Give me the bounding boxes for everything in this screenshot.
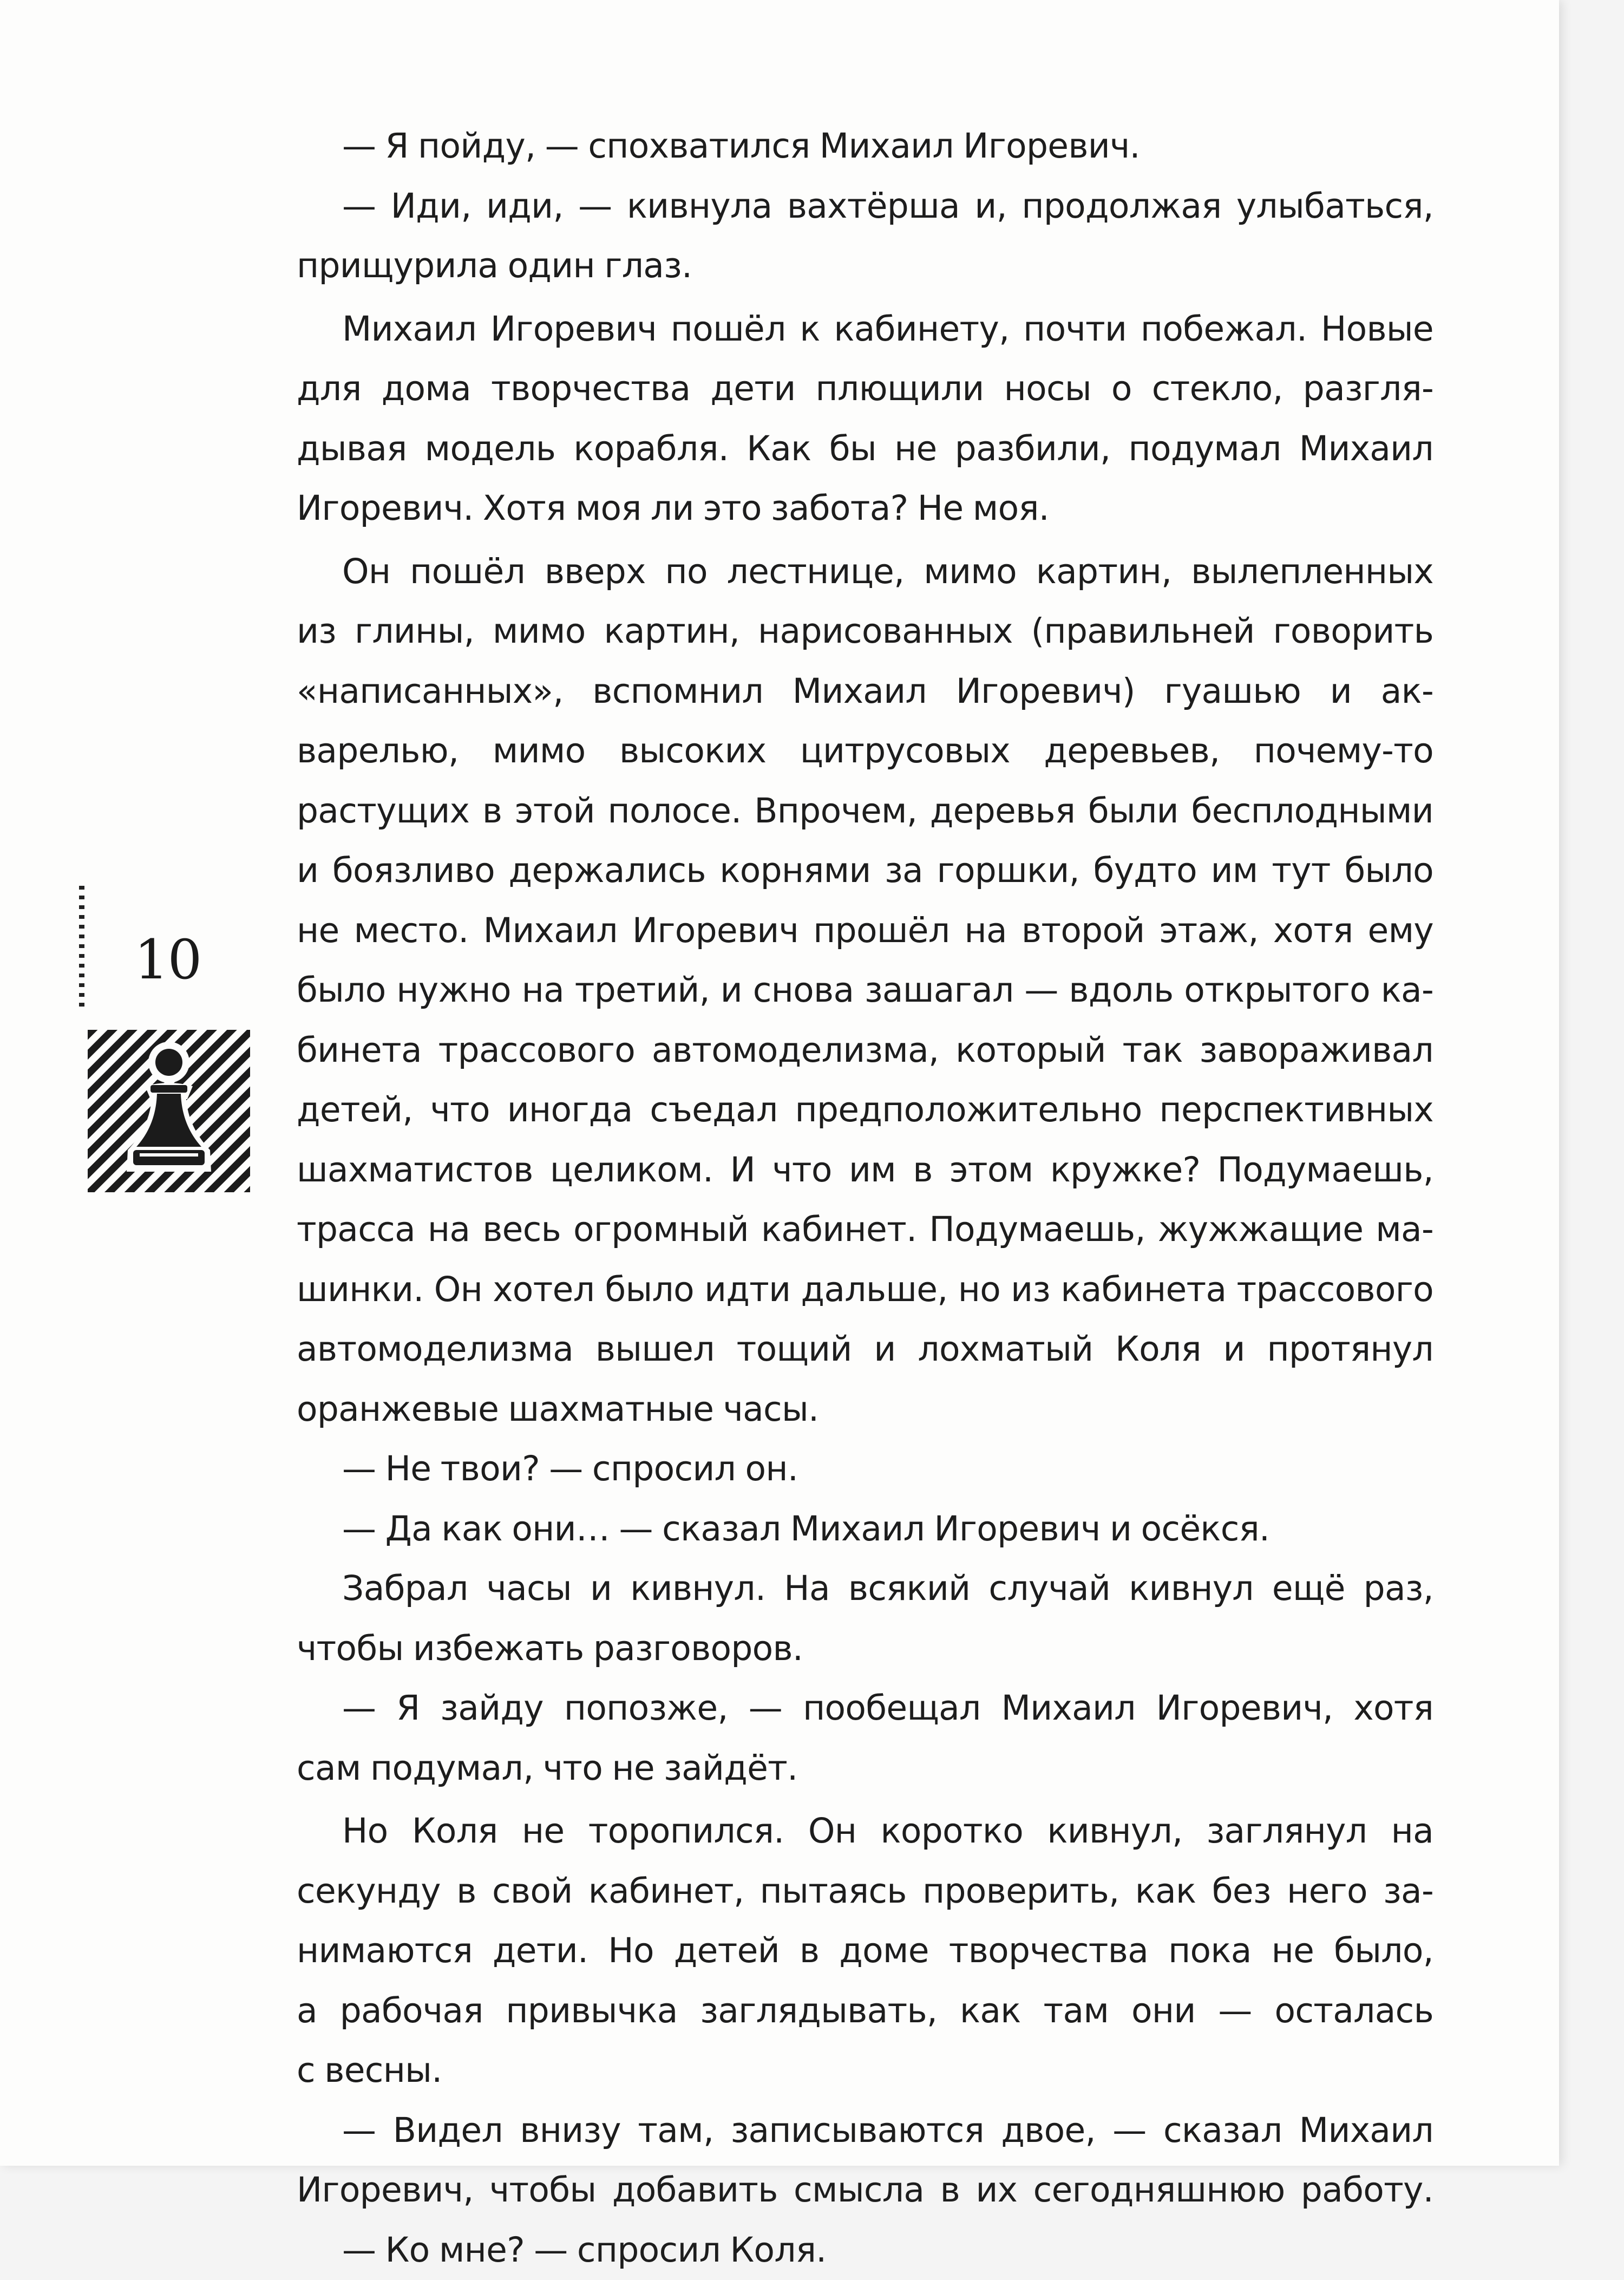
text-line: секунду в свой кабинет, пытаясь проверить, как без него за- [297, 1861, 1433, 1922]
text-line: Он пошёл вверх по лестнице, мимо картин, вылепленных [297, 542, 1433, 602]
text-line: — Иди, иди, — кивнула вахтёрша и, продолжая улыбаться, [297, 177, 1433, 237]
text-line: «написанных», вспомнил Михаил Игоревич) гуашью и ак- [297, 662, 1433, 722]
text-line: шахматистов целиком. И что им в этом кружке? Подумаешь, [297, 1140, 1433, 1200]
text-line: — Я зайду попозже, — пообещал Михаил Игоревич, хотя [297, 1678, 1433, 1739]
text-line: автомоделизма вышел тощий и лохматый Коля и протянул [297, 1319, 1433, 1380]
text-line: а рабочая привычка заглядывать, как там они — осталась [297, 1981, 1433, 2041]
text-line: оранжевые шахматные часы. [297, 1380, 1433, 1440]
text-line: и боязливо держались корнями за горшки, будто им тут было [297, 841, 1433, 901]
text-line: дывая модель корабля. Как бы не разбили, подумал Михаил [297, 419, 1433, 479]
text-line: Игоревич. Хотя моя ли это забота? Не моя. [297, 479, 1433, 539]
body-text [297, 116, 1433, 2280]
text-line: было нужно на третий, и снова зашагал — вдоль открытого ка- [297, 961, 1433, 1021]
text-line: Но Коля не торопился. Он коротко кивнул, заглянул на [297, 1801, 1433, 1861]
text-line: — Я пойду, — спохватился Михаил Игоревич. [297, 116, 1433, 177]
text-line: — Не твои? — спросил он. [297, 1439, 1433, 1499]
text-line: Михаил Игоревич пошёл к кабинету, почти побежал. Новые [297, 299, 1433, 360]
text-line: чтобы избежать разговоров. [297, 1619, 1433, 1679]
text-line: детей, что иногда съедал предположительно перспективных [297, 1080, 1433, 1140]
text-line: Игоревич, чтобы добавить смысла в их сегодняшнюю работу. [297, 2160, 1433, 2220]
text-line: нимаются дети. Но детей в доме творчества пока не было, [297, 1921, 1433, 1981]
text-line: не место. Михаил Игоревич прошёл на второй этаж, хотя ему [297, 901, 1433, 961]
text-line: растущих в этой полосе. Впрочем, деревья были бесплодными [297, 781, 1433, 841]
text-line: — Ко мне? — спросил Коля. [297, 2220, 1433, 2280]
text-line: сам подумал, что не зайдёт. [297, 1739, 1433, 1799]
text-line: бинета трассового автомоделизма, который так завораживал [297, 1021, 1433, 1081]
text-line: прищурила один глаз. [297, 236, 1433, 296]
chess-pawn-icon [88, 1030, 250, 1192]
text-line: трасса на весь огромный кабинет. Подумаешь, жужжащие ма- [297, 1200, 1433, 1260]
text-line: Забрал часы и кивнул. На всякий случай кивнул ещё раз, [297, 1559, 1433, 1619]
text-line: — Да как они… — сказал Михаил Игоревич и осёкся. [297, 1499, 1433, 1559]
margin-dotted-rule-top [79, 886, 84, 1011]
text-line: варелью, мимо высоких цитрусовых деревьев, почему-то [297, 721, 1433, 781]
page-number: 10 [134, 930, 201, 990]
text-line: шинки. Он хотел было идти дальше, но из кабинета трассового [297, 1260, 1433, 1320]
text-line: с весны. [297, 2041, 1433, 2101]
text-line: из глины, мимо картин, нарисованных (правильней говорить [297, 602, 1433, 662]
text-line: для дома творчества дети плющили носы о стекло, разгля- [297, 359, 1433, 419]
text-line: — Видел внизу там, записываются двое, — сказал Михаил [297, 2101, 1433, 2161]
